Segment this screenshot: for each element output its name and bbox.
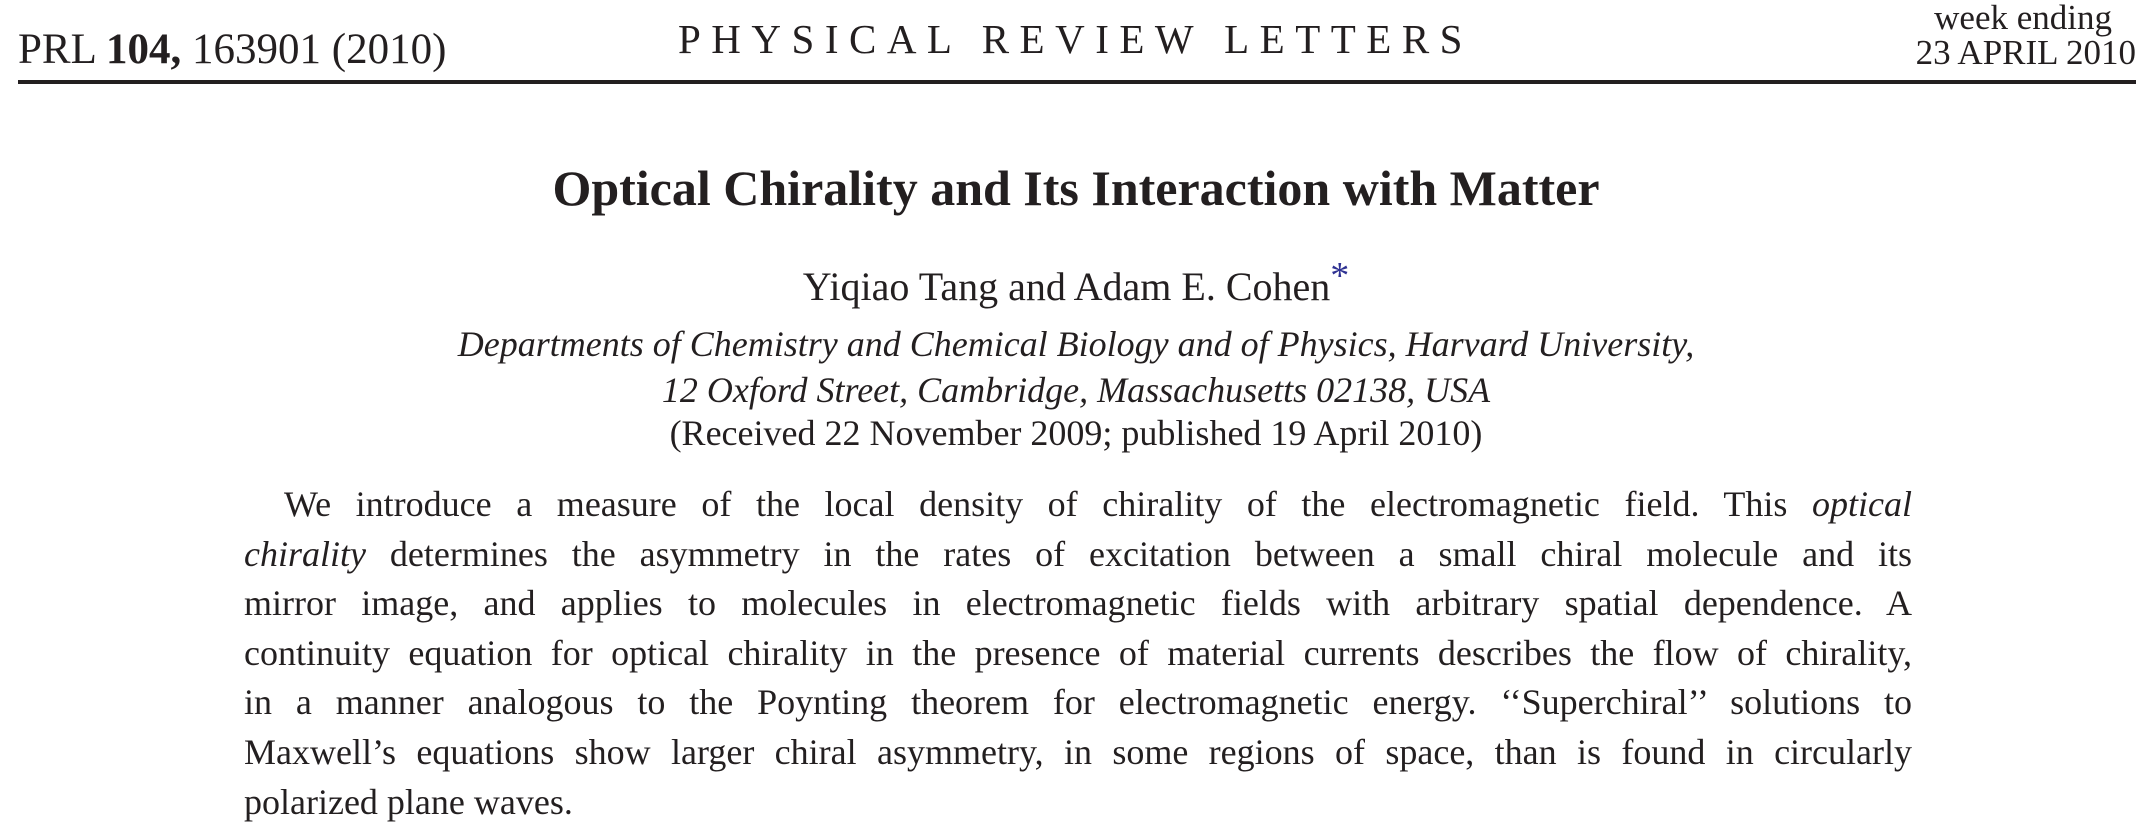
article-title: Optical Chirality and Its Interaction with Matter (552, 160, 1600, 216)
volume: 104, (106, 26, 182, 73)
week-ending-label: week ending (1934, 0, 2112, 37)
footnote-mark[interactable]: * (1330, 255, 1350, 297)
abstract-line: in a manner analogous to the Poynting theorem for electromagnetic energy. ‘‘Superchiral’’ solutions to (244, 682, 1912, 723)
date: 23 APRIL 2010 (1915, 33, 2136, 72)
abstract-text: determines the asymmetry in the rates of excitation between a small chiral molecule and its (389, 533, 1913, 574)
abstract-line: continuity equation for optical chirality in the presence of material currents describes the flow of chirality, (244, 632, 1912, 673)
header-rule (18, 80, 2136, 84)
abstract-line (244, 530, 1912, 580)
citation (18, 24, 446, 76)
affiliation-line: 12 Oxford Street, Cambridge, Massachusetts 02138, USA (661, 370, 1491, 410)
abstract (244, 480, 1912, 827)
abstract-emphasis: optical (1812, 484, 1912, 524)
article-number-year: 163901 (2010) (192, 26, 447, 73)
abstract-line: mirror image, and applies to molecules in electromagnetic fields with arbitrary spatial dependence. A (244, 583, 1912, 624)
issue-date (1916, 0, 2136, 70)
abstract-line: polarized plane waves. (244, 781, 573, 822)
abstract-line: Maxwell’s equations show larger chiral asymmetry, in some regions of space, than is found in circularly (244, 731, 1912, 772)
abstract-text: We introduce a measure of the local density of chirality of the electromagnetic field. This (284, 484, 1788, 524)
running-header (18, 0, 2136, 86)
authors (0, 255, 2152, 312)
received-published-dates: (Received 22 November 2009; published 19 April 2010) (669, 413, 1483, 453)
journal-name: PHYSICAL REVIEW LETTERS (678, 16, 1473, 62)
journal-prefix: PRL (18, 26, 96, 73)
abstract-emphasis: chirality (244, 533, 366, 574)
abstract-line (244, 480, 1912, 530)
author-names: Yiqiao Tang and Adam E. Cohen (802, 264, 1331, 309)
affiliation-line: Departments of Chemistry and Chemical Biology and of Physics, Harvard University, (457, 324, 1695, 364)
